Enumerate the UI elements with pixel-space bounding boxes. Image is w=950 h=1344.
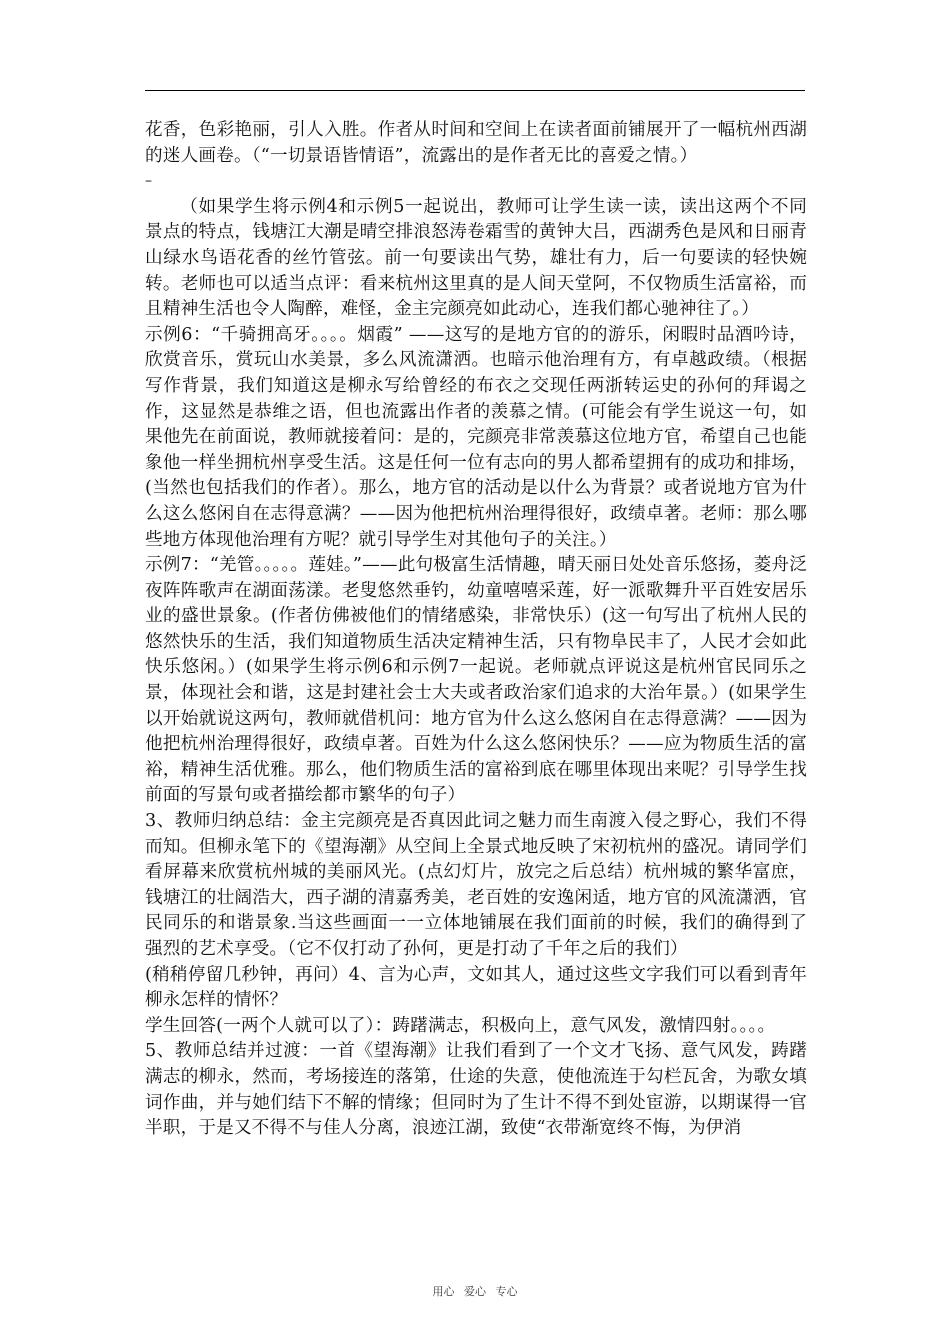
paragraph-example-6: 示例6：“千骑拥高牙。。。。烟霞” ——这写的是地方官的的游乐，闲暇时品酒吟诗，欣赏音乐，赏玩山水美景，多么风流潇洒。也暗示他治理有方，有卓越政绩。（根据写作背景，我们知道这是柳永写给曾经的布衣之交现任两浙转运史的孙何的拜谒之作，这显然是恭维之语，但也流露出作者的羡慕之情。(可能会有学生说这一句，如果他先在前面说，教师就接着问：是的，完颜亮非常羡慕这位地方官，希望自己也能象他一样坐拥杭州享受生活。这是任何一位有志向的男人都希望拥有的成功和排场，(当然也包括我们的作者）。那么，地方官的活动是以什么为背景？或者说地方官为什么这么悠闲自在志得意满？——因为他把杭州治理得很好，政绩卓著。老师：那么哪些地方体现他治理有方呢？就引导学生对其他句子的关注。） xyxy=(145,324,807,550)
paragraph-1: 花香，色彩艳丽，引人入胜。作者从时间和空间上在读者面前铺展开了一幅杭州西湖的迷人画卷。（“一切景语皆情语”，流露出的是作者无比的喜爱之情。） xyxy=(145,120,807,166)
paragraph-2: （如果学生将示例4和示例5一起说出，教师可让学生读一读，读出这两个不同景点的特点，钱塘江大潮是晴空排浪怒涛卷霜雪的黄钟大吕，西湖秀色是风和日丽青山绿水鸟语花香的丝竹管弦。前一句要读出气势，雄壮有力，后一句要读的轻快婉转。老师也可以适当点评：看来杭州这里真的是人间天堂阿，不仅物质生活富裕，而且精神生活也令人陶醉，难怪，金主完颜亮如此动心，连我们都心驰神往了。） xyxy=(145,196,807,320)
header-rule xyxy=(145,90,805,91)
paragraph-mark: – xyxy=(145,173,153,190)
paragraph-transition-5: 5、教师总结并过渡：一首《望海潮》让我们看到了一个文才飞扬、意气风发，踌躇满志的柳永，然而，考场接连的落第，仕途的失意，使他流连于勾栏瓦舍，为歌女填词作曲，并与她们结下不解的情缘；但同时为了生计不得不到处宦游，以期谋得一官半职，于是又不得不与佳人分离，浪迹江湖，致使“衣带渐宽终不悔，为伊消 xyxy=(145,1041,807,1139)
page-footer: 用心 爱心 专心 xyxy=(432,1285,518,1298)
paragraph-example-7: 示例7：“羌管。。。。。莲娃。”——此句极富生活情趣，晴天丽日处处音乐悠扬，菱舟泛夜阵阵歌声在湖面荡漾。老叟悠然垂钓，幼童嘻嘻采莲，好一派歌舞升平百姓安居乐业的盛世景象。(作者仿佛被他们的情绪感染，非常快乐）(这一句写出了杭州人民的悠然快乐的生活，我们知道物质生活决定精神生活，只有物阜民丰了，人民才会如此快乐悠闲。）(如果学生将示例6和示例7一起说。老师就点评说这是杭州官民同乐之景，体现社会和谐，这是封建社会士大夫或者政治家们追求的大治年景。）(如果学生以开始就说这两句，教师就借机问：地方官为什么这么悠闲自在志得意满？——因为他把杭州治理得很好，政绩卓著。百姓为什么这么悠闲快乐？——应为物质生活的富裕，精神生活优雅。那么，他们物质生活的富裕到底在哪里体现出来呢？引导学生找前面的写景句或者描绘都市繁华的句子） xyxy=(145,555,807,806)
document-body xyxy=(145,118,807,1142)
paragraph-summary-3: 3、教师归纳总结：金主完颜亮是否真因此词之魅力而生南渡入侵之野心，我们不得而知。但柳永笔下的《望海潮》从空间上全景式地反映了宋初杭州的盛况。请同学们看屏幕来欣赏杭州城的美丽风光。(点幻灯片，放完之后总结）杭州城的繁华富庶，钱塘江的壮阔浩大，西子湖的清嘉秀美，老百姓的安逸闲适，地方官的风流潇洒，官民同乐的和谐景象.当这些画面一一立体地铺展在我们面前的时候，我们的确得到了强烈的艺术享受。（它不仅打动了孙何，更是打动了千年之后的我们） xyxy=(145,811,807,959)
paragraph-student-answer: 学生回答(一两个人就可以了）：踌躇满志，积极向上，意气风发，激情四射。。。。 xyxy=(145,1015,776,1036)
paragraph-question-4: (稍稍停留几秒钟，再问）4、言为心声，文如其人，通过这些文字我们可以看到青年柳永怎样的情怀？ xyxy=(145,964,807,1011)
